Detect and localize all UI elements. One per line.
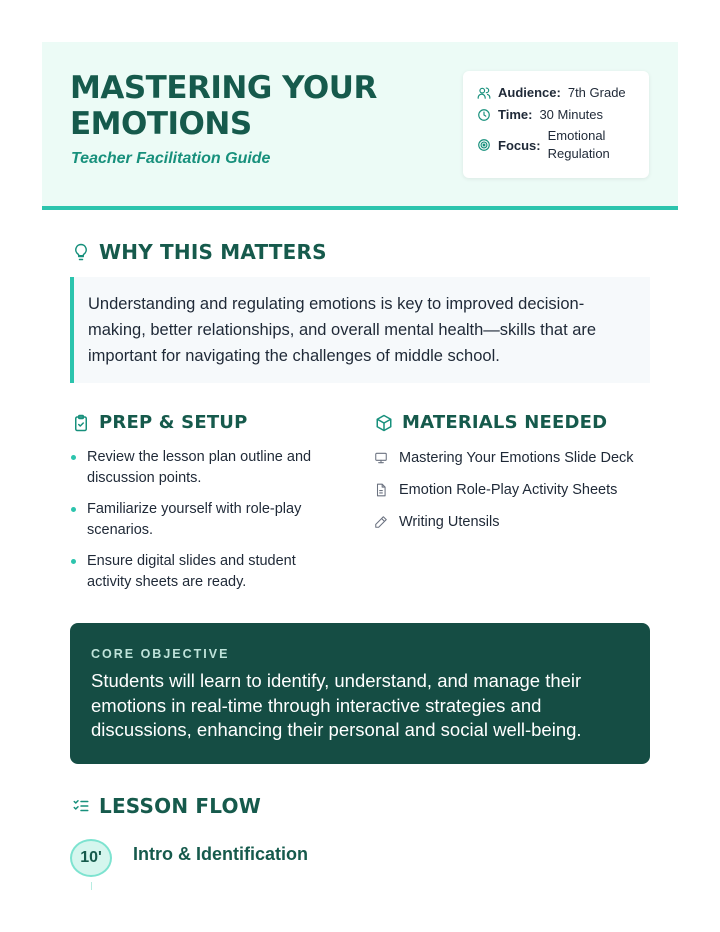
focus-value-line1: Emotional <box>547 128 606 143</box>
materials-heading-label: MATERIALS NEEDED <box>402 412 608 433</box>
time-value: 30 Minutes <box>539 107 604 122</box>
document-icon <box>374 483 388 497</box>
why-box <box>70 277 650 383</box>
package-icon <box>375 413 393 433</box>
prep-heading <box>72 412 248 433</box>
step-duration-badge: 10' <box>70 839 112 877</box>
focus-value <box>548 127 610 163</box>
material-item-text: Emotion Role-Play Activity Sheets <box>399 481 618 498</box>
material-item-text: Writing Utensils <box>399 513 500 530</box>
page-title: MASTERING YOUR EMOTIONS <box>70 70 377 142</box>
info-audience <box>477 85 626 100</box>
info-focus <box>477 127 610 163</box>
flow-heading-label: LESSON FLOW <box>99 794 261 818</box>
bullet-dot <box>71 507 76 512</box>
timeline-connector <box>91 882 92 890</box>
info-card <box>463 71 649 178</box>
objective-box <box>70 623 650 764</box>
bullet-dot <box>71 455 76 460</box>
checklist-icon <box>72 796 90 816</box>
time-label: Time: <box>498 107 533 122</box>
prep-item-text: Review the lesson plan outline and discussion points. <box>87 449 312 486</box>
objective-text: Students will learn to identify, understand, and manage their emotions in real-time through interactive strategies and discussions, enhancing their personal and social well-being. <box>91 670 582 740</box>
monitor-icon <box>374 451 388 465</box>
bullet-dot <box>71 559 76 564</box>
clock-icon <box>477 108 491 122</box>
focus-label: Focus: <box>498 137 541 153</box>
prep-item-text: Ensure digital slides and student activity sheets are ready. <box>87 553 296 590</box>
lightbulb-icon <box>72 242 90 262</box>
lesson-step <box>70 839 308 877</box>
list-item <box>374 447 664 468</box>
step-title: Intro & Identification <box>133 843 308 864</box>
audience-value: 7th Grade <box>567 85 626 100</box>
header <box>42 42 678 210</box>
why-text: Understanding and regulating emotions is key to improved decision-making, better relationships, and overall mental health—skills that are important for navigating the challenges of middle school. <box>88 295 597 365</box>
flow-heading <box>72 794 261 818</box>
why-heading-label: WHY THIS MATTERS <box>99 240 327 264</box>
prep-heading-label: PREP & SETUP <box>99 412 248 433</box>
list-item <box>374 511 664 532</box>
users-icon <box>477 86 491 100</box>
materials-heading <box>375 412 607 433</box>
objective-label: CORE OBJECTIVE <box>91 647 230 661</box>
audience-label: Audience: <box>498 85 561 100</box>
prep-item-text: Familiarize yourself with role-play scenarios. <box>87 501 302 538</box>
material-item-text: Mastering Your Emotions Slide Deck <box>399 449 634 466</box>
list-item <box>71 499 341 541</box>
focus-value-line2: Regulation <box>547 146 610 161</box>
materials-list <box>374 447 664 543</box>
target-icon <box>477 138 491 152</box>
list-item <box>374 479 664 500</box>
pencil-icon <box>374 515 388 529</box>
prep-list <box>71 447 341 603</box>
page-subtitle: Teacher Facilitation Guide <box>71 150 271 167</box>
why-heading <box>72 240 327 264</box>
info-time <box>477 107 603 122</box>
page <box>42 42 678 866</box>
clipboard-check-icon <box>72 413 90 433</box>
list-item <box>71 551 341 593</box>
list-item <box>71 447 341 489</box>
